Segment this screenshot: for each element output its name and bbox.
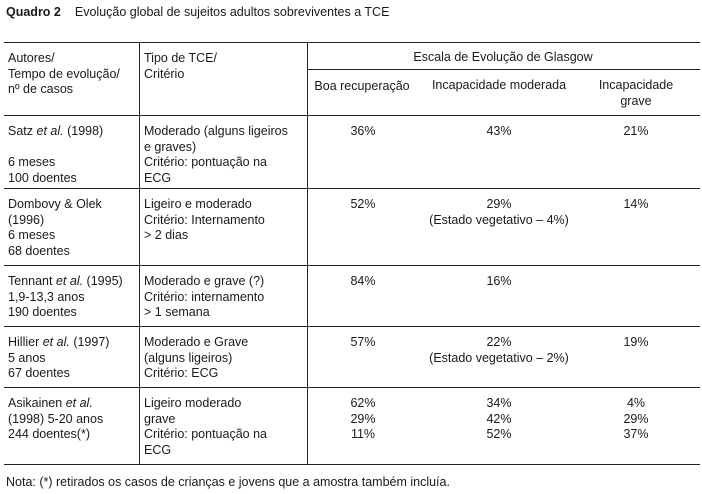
type-line: Moderado (alguns ligeiros xyxy=(144,124,288,138)
author-line: 67 doentes xyxy=(8,366,70,380)
cell-authors xyxy=(8,335,109,382)
type-line: Moderado e grave (?) xyxy=(144,274,265,288)
type-line: Critério: Internamento xyxy=(144,212,265,227)
type-line: Critério: internamento xyxy=(144,289,265,304)
header-type-line: Tipo de TCE/ xyxy=(144,51,217,65)
author-line: 244 doentes(*) xyxy=(8,427,91,441)
good-value: 29% xyxy=(350,411,376,426)
header-bottom-rule xyxy=(4,115,700,116)
column-divider xyxy=(307,42,308,464)
moderate-value: 22% xyxy=(486,335,512,349)
cell-type xyxy=(144,197,265,244)
type-line: Critério: pontuação na xyxy=(144,427,267,441)
row-divider xyxy=(4,387,700,388)
header-severe-disability xyxy=(599,78,673,109)
author-line: (1998) 5-20 anos xyxy=(8,411,104,426)
good-value: 62% xyxy=(350,396,376,410)
caption-number: Quadro 2 xyxy=(6,5,61,19)
column-divider xyxy=(139,42,140,464)
severe-value: 37% xyxy=(623,427,649,441)
header-type xyxy=(144,51,217,82)
header-severe-line: grave xyxy=(620,93,652,108)
table-caption xyxy=(6,5,389,19)
table-bottom-rule xyxy=(4,464,700,465)
author-line: 100 doentes xyxy=(8,170,77,185)
cell-authors xyxy=(8,396,103,443)
cell-moderate: 16% xyxy=(486,274,512,288)
type-line: Critério: ECG xyxy=(144,366,219,380)
vegetative-note: (Estado vegetativo – 4%) xyxy=(429,212,569,227)
row-divider xyxy=(4,265,700,266)
table-top-rule xyxy=(4,42,700,43)
author-line: 5 anos xyxy=(8,350,46,365)
cell-authors xyxy=(8,197,102,259)
cell-type xyxy=(144,274,264,321)
cell-moderate xyxy=(429,197,569,228)
type-line: e graves) xyxy=(144,139,197,154)
header-scale-title: Escala de Evolução de Glasgow xyxy=(413,50,593,64)
author-line: Hillier et al. (1997) xyxy=(8,335,110,349)
cell-severe: 14% xyxy=(623,197,649,211)
header-good-recovery: Boa recuperação xyxy=(314,79,410,93)
cell-authors xyxy=(8,274,123,321)
author-line: Tennant et al. (1995) xyxy=(8,274,123,288)
type-line: ECG xyxy=(144,442,172,457)
type-line: > 1 semana xyxy=(144,305,210,319)
severe-value: 4% xyxy=(626,396,646,410)
cell-severe xyxy=(623,396,648,443)
type-line: Ligeiro moderado xyxy=(144,396,242,410)
moderate-value: 34% xyxy=(486,396,512,410)
cell-good: 84% xyxy=(350,274,376,288)
author-line: 6 meses xyxy=(8,155,56,169)
cell-good xyxy=(350,396,375,443)
author-line: (1996) xyxy=(8,212,45,227)
cell-good: 36% xyxy=(350,124,376,138)
header-authors xyxy=(8,51,120,98)
caption-title: Evolução global de sujeitos adultos sobreviventes a TCE xyxy=(74,5,390,19)
type-line: > 2 dias xyxy=(144,228,189,242)
header-type-line: Critério xyxy=(144,66,185,81)
type-line: Moderado e Grave xyxy=(144,335,249,349)
header-authors-line: Autores/ xyxy=(8,51,55,65)
cell-authors xyxy=(8,124,103,186)
row-divider xyxy=(4,188,700,189)
header-authors-line: nº de casos xyxy=(8,82,74,96)
moderate-value: 42% xyxy=(486,411,512,426)
cell-moderate: 43% xyxy=(486,124,512,138)
author-line: 190 doentes xyxy=(8,305,77,319)
author-line: 68 doentes xyxy=(8,243,70,258)
moderate-value: 29% xyxy=(486,197,512,211)
author-line: 1,9-13,3 anos xyxy=(8,289,85,304)
table-note: Nota: (*) retirados os casos de crianças e jovens que a amostra também incluía. xyxy=(6,475,450,489)
cell-severe: 21% xyxy=(623,124,649,138)
author-line: 6 meses xyxy=(8,228,56,242)
author-line xyxy=(8,140,103,156)
cell-good: 57% xyxy=(350,335,376,349)
type-line: ECG xyxy=(144,170,172,185)
cell-type xyxy=(144,396,267,458)
scale-header-rule xyxy=(307,69,700,70)
type-line: (alguns ligeiros) xyxy=(144,350,233,365)
vegetative-note: (Estado vegetativo – 2%) xyxy=(429,350,569,365)
row-divider xyxy=(4,326,700,327)
good-value: 11% xyxy=(350,427,376,441)
cell-type xyxy=(144,335,248,382)
author-line: Dombovy & Olek xyxy=(8,197,102,211)
type-line: Critério: pontuação na xyxy=(144,155,267,169)
severe-value: 29% xyxy=(623,411,649,426)
cell-severe: 19% xyxy=(623,335,649,349)
header-authors-line: Tempo de evolução/ xyxy=(8,66,120,81)
cell-type xyxy=(144,124,288,186)
author-line: Satz et al. (1998) xyxy=(8,124,104,138)
header-moderate-disability: Incapacidade moderada xyxy=(431,78,567,92)
cell-moderate xyxy=(486,396,511,443)
author-line: Asikainen et al. xyxy=(8,396,93,410)
cell-moderate xyxy=(429,335,569,366)
cell-good: 52% xyxy=(350,197,376,211)
type-line: grave xyxy=(144,411,176,426)
moderate-value: 52% xyxy=(486,427,512,441)
type-line: Ligeiro e moderado xyxy=(144,197,252,211)
header-severe-line: Incapacidade xyxy=(598,78,674,92)
